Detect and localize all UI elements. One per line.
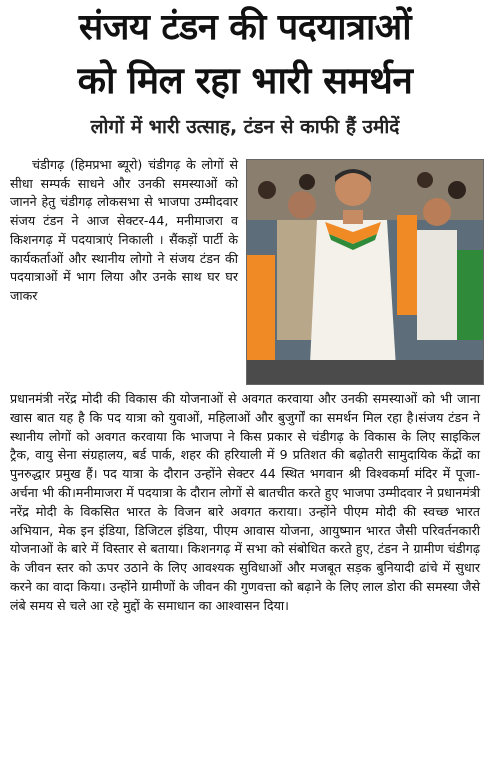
article-column-text [10, 156, 238, 306]
subheadline: लोगों में भारी उत्साह, टंडन से काफी हैं उमीदें [90, 116, 400, 138]
column-paragraph: चंडीगढ़ (हिमप्रभा ब्यूरो) चंडीगढ़ के लोगों से सीधा सम्पर्क साधने और उनकी समस्याओं को जानने हेतु चंडीगढ़ लोकसभा से भाजपा उम्मीदवार संजय टंडन ने आज सेक्टर-44, मनीमाजरा व किशनगढ़ में पदयात्राएं निकाली । सैंकड़ों पार्टी के कार्यकर्ताओं और स्थानीय लोगो ने संजय टंडन की पदयात्राओं में भाग लिया और उनके साथ घर घर जाकर [10, 157, 238, 303]
headline-line-2: को मिल रहा भारी समर्थन [77, 59, 413, 102]
article-photo [246, 159, 484, 385]
padyatra-photo-illustration [247, 160, 483, 384]
article-body-text: प्रधानमंत्री नरेंद्र मोदी की विकास की योजनाओं से अवगत करवाया और उनकी समस्याओं को भी जाना खास बात यह है कि पद यात्रा को युवाओं, महिलाओं और बुजुर्गों का समर्थन मिल रहा है।संजय टंडन ने स्थानीय लोगों को अवगत करवाया कि भाजपा ने किस प्रकार से चंडीगढ़ के विकास के लिए साइकिल ट्रैक, वायु सेना संग्रहालय, बर्ड पार्क, शहर की हरियाली में 9 प्रतिशत की बढ़ोतरी सामुदायिक केंद्रों का पुनरुद्धार प्रमुख हैं। पद यात्रा के दौरान उन्होंने सेक्टर 44 स्थित भगवान श्री विश्वकर्मा मंदिर में पूजा-अर्चना भी की।मनीमाजरा में पदयात्रा के दौरान लोगों से बातचीत करते हुए भाजपा उम्मीदवार ने प्रधानमंत्री नरेंद्र मोदी के विकसित भारत के विजन बारे अवगत कराया। उन्होंने पीएम मोदी की स्वच्छ भारत अभियान, मेक इन इंडिया, डिजिटल इंडिया, पीएम आवास योजना, आयुष्मान भारत जैसी परिवर्तनकारी योजनाओं के बारे में विस्तार से बताया। किशनगढ़ में सभा को संबोधित करते हुए, टंडन ने ग्रामीण चंडीगढ़ के जीवन स्तर को ऊपर उठाने के लिए आवश्यक सुविधाओं और मजबूत सड़क बुनियादी ढांचे में सुधार करने का वादा किया। उन्होंने ग्रामीणों के जीवन की गुणवत्ता को बढ़ाने के लिए लाल डोरा की समस्या जैसे लंबे समय से चले आ रहे मुद्दों के समाधान का आश्वासन दिया। [10, 391, 480, 613]
headline-line-1: संजय टंडन की पदयात्राओं [78, 7, 412, 48]
